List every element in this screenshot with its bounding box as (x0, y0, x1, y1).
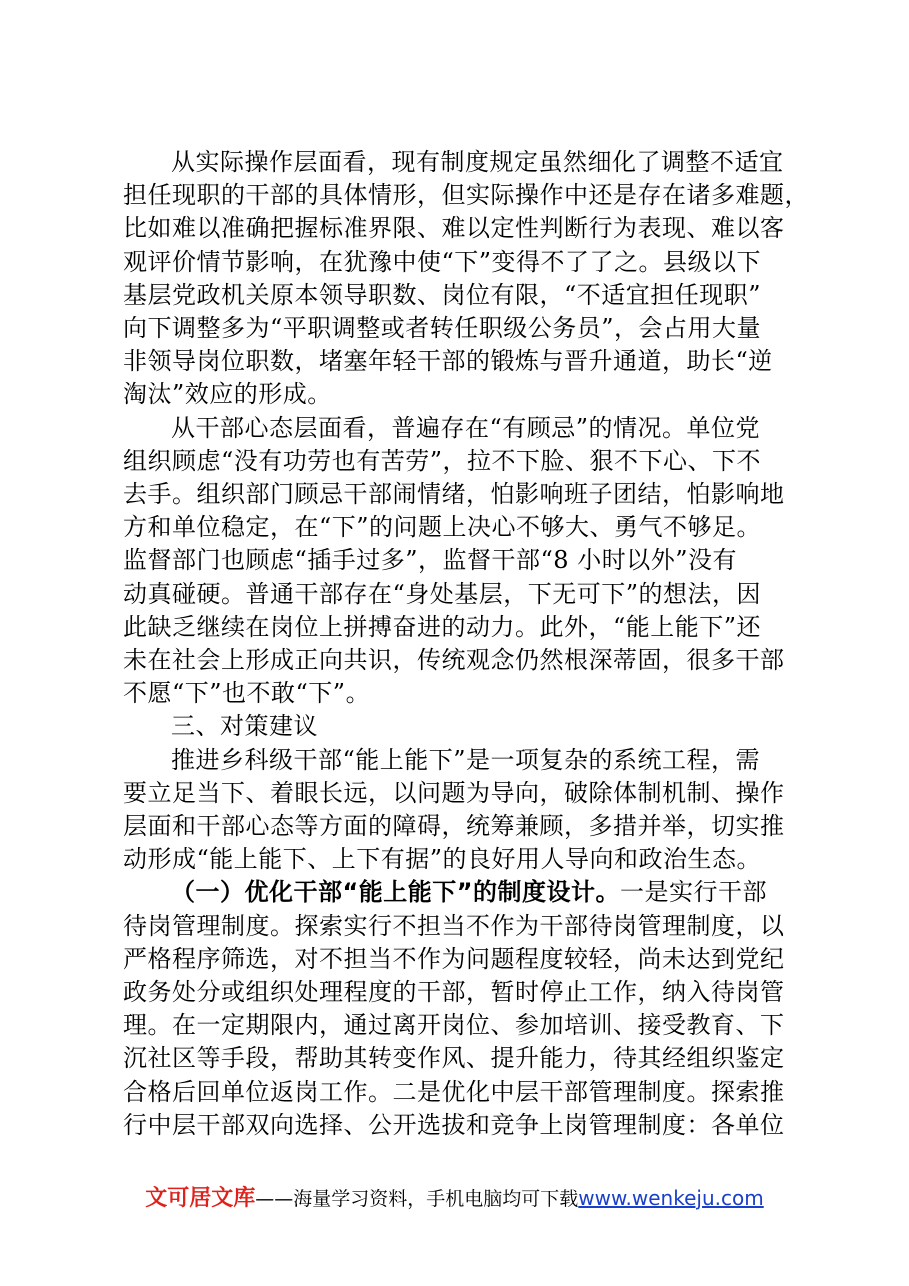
text-line: 理。在一定期限内，通过离开岗位、参加培训、接受教育、下 (123, 1011, 785, 1040)
paragraph-cadre-mentality (123, 412, 813, 711)
text-line: 合格后回单位返岗工作。二是优化中层干部管理制度。探索推 (123, 1077, 785, 1106)
document-body (123, 146, 813, 1142)
text-line: 观评价情节影响，在犹豫中使“下”变得不了了之。县级以下 (123, 247, 762, 276)
text-line: 向下调整多为“平职调整或者转任职级公务员”，会占用大量 (123, 314, 762, 343)
text-line: 去手。组织部门顾忌干部闹情绪，怕影响班子团结，怕影响地 (123, 480, 785, 509)
text-line: 严格程序筛选，对不担当不作为问题程度较轻，尚未达到党纪 (123, 944, 785, 973)
text-line: 动形成“能上能下、上下有据”的良好用人导向和政治生态。 (123, 845, 762, 874)
text-line: 推进乡科级干部“能上能下”是一项复杂的系统工程，需 (171, 745, 761, 774)
text-line: 层面和干部心态等方面的障碍，统筹兼顾，多措并举，切实推 (123, 812, 785, 841)
text-line: 要立足当下、着眼长远，以问题为导向，破除体制机制、操作 (123, 778, 785, 807)
text-line: 此缺乏继续在岗位上拼搏奋进的动力。此外，“能上能下”还 (123, 612, 762, 641)
text-line: 从干部心态层面看，普遍存在“有顾忌”的情况。单位党 (171, 413, 761, 442)
text-line: 方和单位稳定，在“下”的问题上决心不够大、勇气不够足。 (123, 513, 762, 542)
text-line: 沉社区等手段，帮助其转变作风、提升能力，待其经组织鉴定 (123, 1044, 785, 1073)
text-line: 组织顾虑“没有功劳也有苦劳”，拉不下脸、狠不下心、下不 (123, 446, 762, 475)
text-line: 监督部门也顾虑“插手过多”，监督干部“8 小时以外”没有 (123, 546, 737, 575)
footer-tagline: 海量学习资料，手机电脑均可下载 (293, 1188, 579, 1210)
text-line: 非领导岗位职数，堵塞年轻干部的锻炼与晋升通道，助长“逆 (123, 347, 773, 376)
subsection-title: （一）优化干部“能上能下”的制度设计。 (171, 878, 621, 907)
paragraph-operational-level (123, 146, 813, 412)
text-line: 待岗管理制度。探索实行不担当不作为干部待岗管理制度，以 (123, 911, 785, 940)
text-line: 未在社会上形成正向共识，传统观念仍然根深蒂固，很多干部 (123, 646, 785, 675)
text-line: 基层党政机关原本领导职数、岗位有限，“不适宜担任现职” (123, 280, 762, 309)
text-fragment: 一是实行干部 (620, 878, 768, 907)
brand-name: 文可居文库 (145, 1186, 256, 1211)
text-line: 动真碰硬。普通干部存在“身处基层，下无可下”的想法，因 (123, 579, 762, 608)
section-heading: 三、对策建议 (171, 712, 318, 741)
website-link[interactable]: www.wenkeju.com (578, 1186, 764, 1210)
text-line (123, 876, 813, 909)
text-line: 比如难以准确把握标准界限、难以定性判断行为表现、难以客 (123, 214, 785, 243)
text-line: 淘汰”效应的形成。 (123, 380, 332, 409)
text-line: 不愿“下”也不敢“下”。 (123, 679, 371, 708)
footer-banner (0, 1181, 909, 1212)
text-line: 担任现职的干部的具体情形，但实际操作中还是存在诸多难题， (123, 181, 809, 210)
footer-separator: —— (255, 1188, 294, 1210)
text-line: 从实际操作层面看，现有制度规定虽然细化了调整不适宜 (171, 148, 784, 176)
text-line: 政务处分或组织处理程度的干部，暂时停止工作，纳入待岗管 (123, 978, 785, 1007)
text-line: 行中层干部双向选择、公开选拔和竞争上岗管理制度：各单位 (123, 1110, 785, 1139)
paragraph-system-design (123, 876, 813, 1142)
paragraph-countermeasures-intro (123, 744, 813, 877)
